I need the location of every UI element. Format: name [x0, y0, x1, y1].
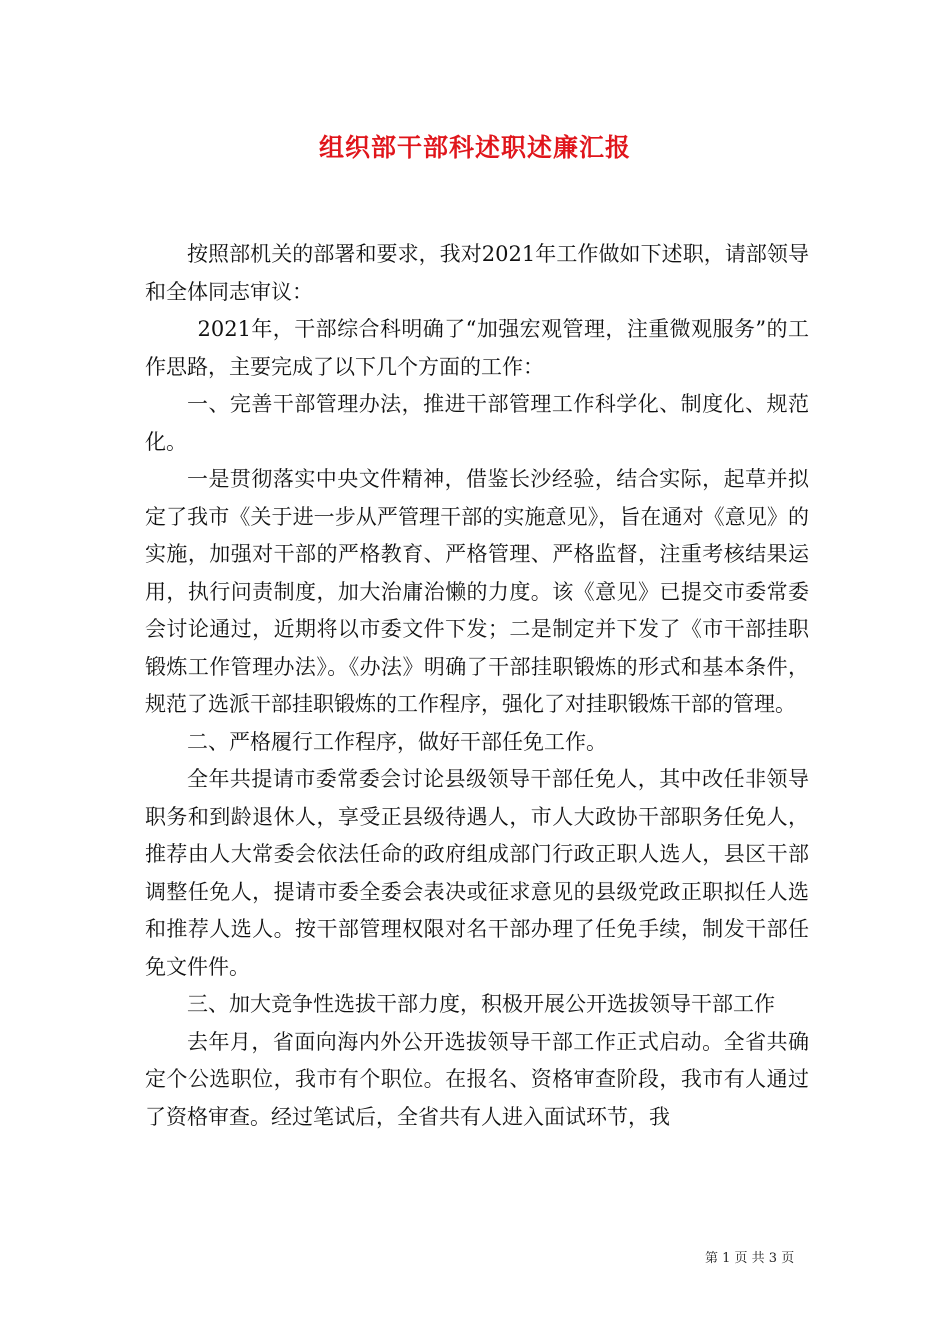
page-number: 第 1 页 共 3 页: [705, 1251, 795, 1266]
document-body: [145, 236, 809, 1136]
paragraph-section-3: 去年月，省面向海内外公开选拔领导干部工作正式启动。全省共确定个公选职位，我市有个职位。在报名、资格审查阶段，我市有人通过了资格审查。经过笔试后，全省共有人进入面试环节，我: [145, 1029, 809, 1129]
section-heading-1: 一、完善干部管理办法，推进干部管理工作科学化、制度化、规范化。: [145, 392, 809, 454]
paragraph-section-2: 全年共提请市委常委会讨论县级领导干部任免人，其中改任非领导职务和到龄退休人，享受正县级待遇人，市人大政协干部职务任免人，推荐由人大常委会依法任命的政府组成部门行政正职人选人，县区干部调整任免人，提请市委全委会表决或征求意见的县级党政正职拟任人选和推荐人选人。按干部管理权限对名干部办理了任免手续，制发干部任免文件件。: [145, 767, 809, 979]
paragraph-intro: 按照部机关的部署和要求，我对2021年工作做如下述职，请部领导和全体同志审议：: [145, 242, 809, 304]
document-title: 组织部干部科述职述廉汇报: [318, 133, 631, 162]
paragraph-overview: 2021年，干部综合科明确了“加强宏观管理，注重微观服务”的工作思路，主要完成了以下几个方面的工作：: [145, 317, 809, 379]
paragraph-section-1: 一是贯彻落实中央文件精神，借鉴长沙经验，结合实际，起草并拟定了我市《关于进一步从严管理干部的实施意见》，旨在通对《意见》的实施，加强对干部的严格教育、严格管理、严格监督，注重考核结果运用，执行问责制度，加大治庸治懒的力度。该《意见》已提交市委常委会讨论通过，近期将以市委文件下发；二是制定并下发了《市干部挂职锻炼工作管理办法》。《办法》明确了干部挂职锻炼的形式和基本条件，规范了选派干部挂职锻炼的工作程序，强化了对挂职锻炼干部的管理。: [145, 467, 809, 716]
section-heading-2: 二、严格履行工作程序，做好干部任免工作。: [187, 729, 607, 754]
section-heading-3: 三、加大竞争性选拔干部力度，积极开展公开选拔领导干部工作: [187, 992, 775, 1016]
